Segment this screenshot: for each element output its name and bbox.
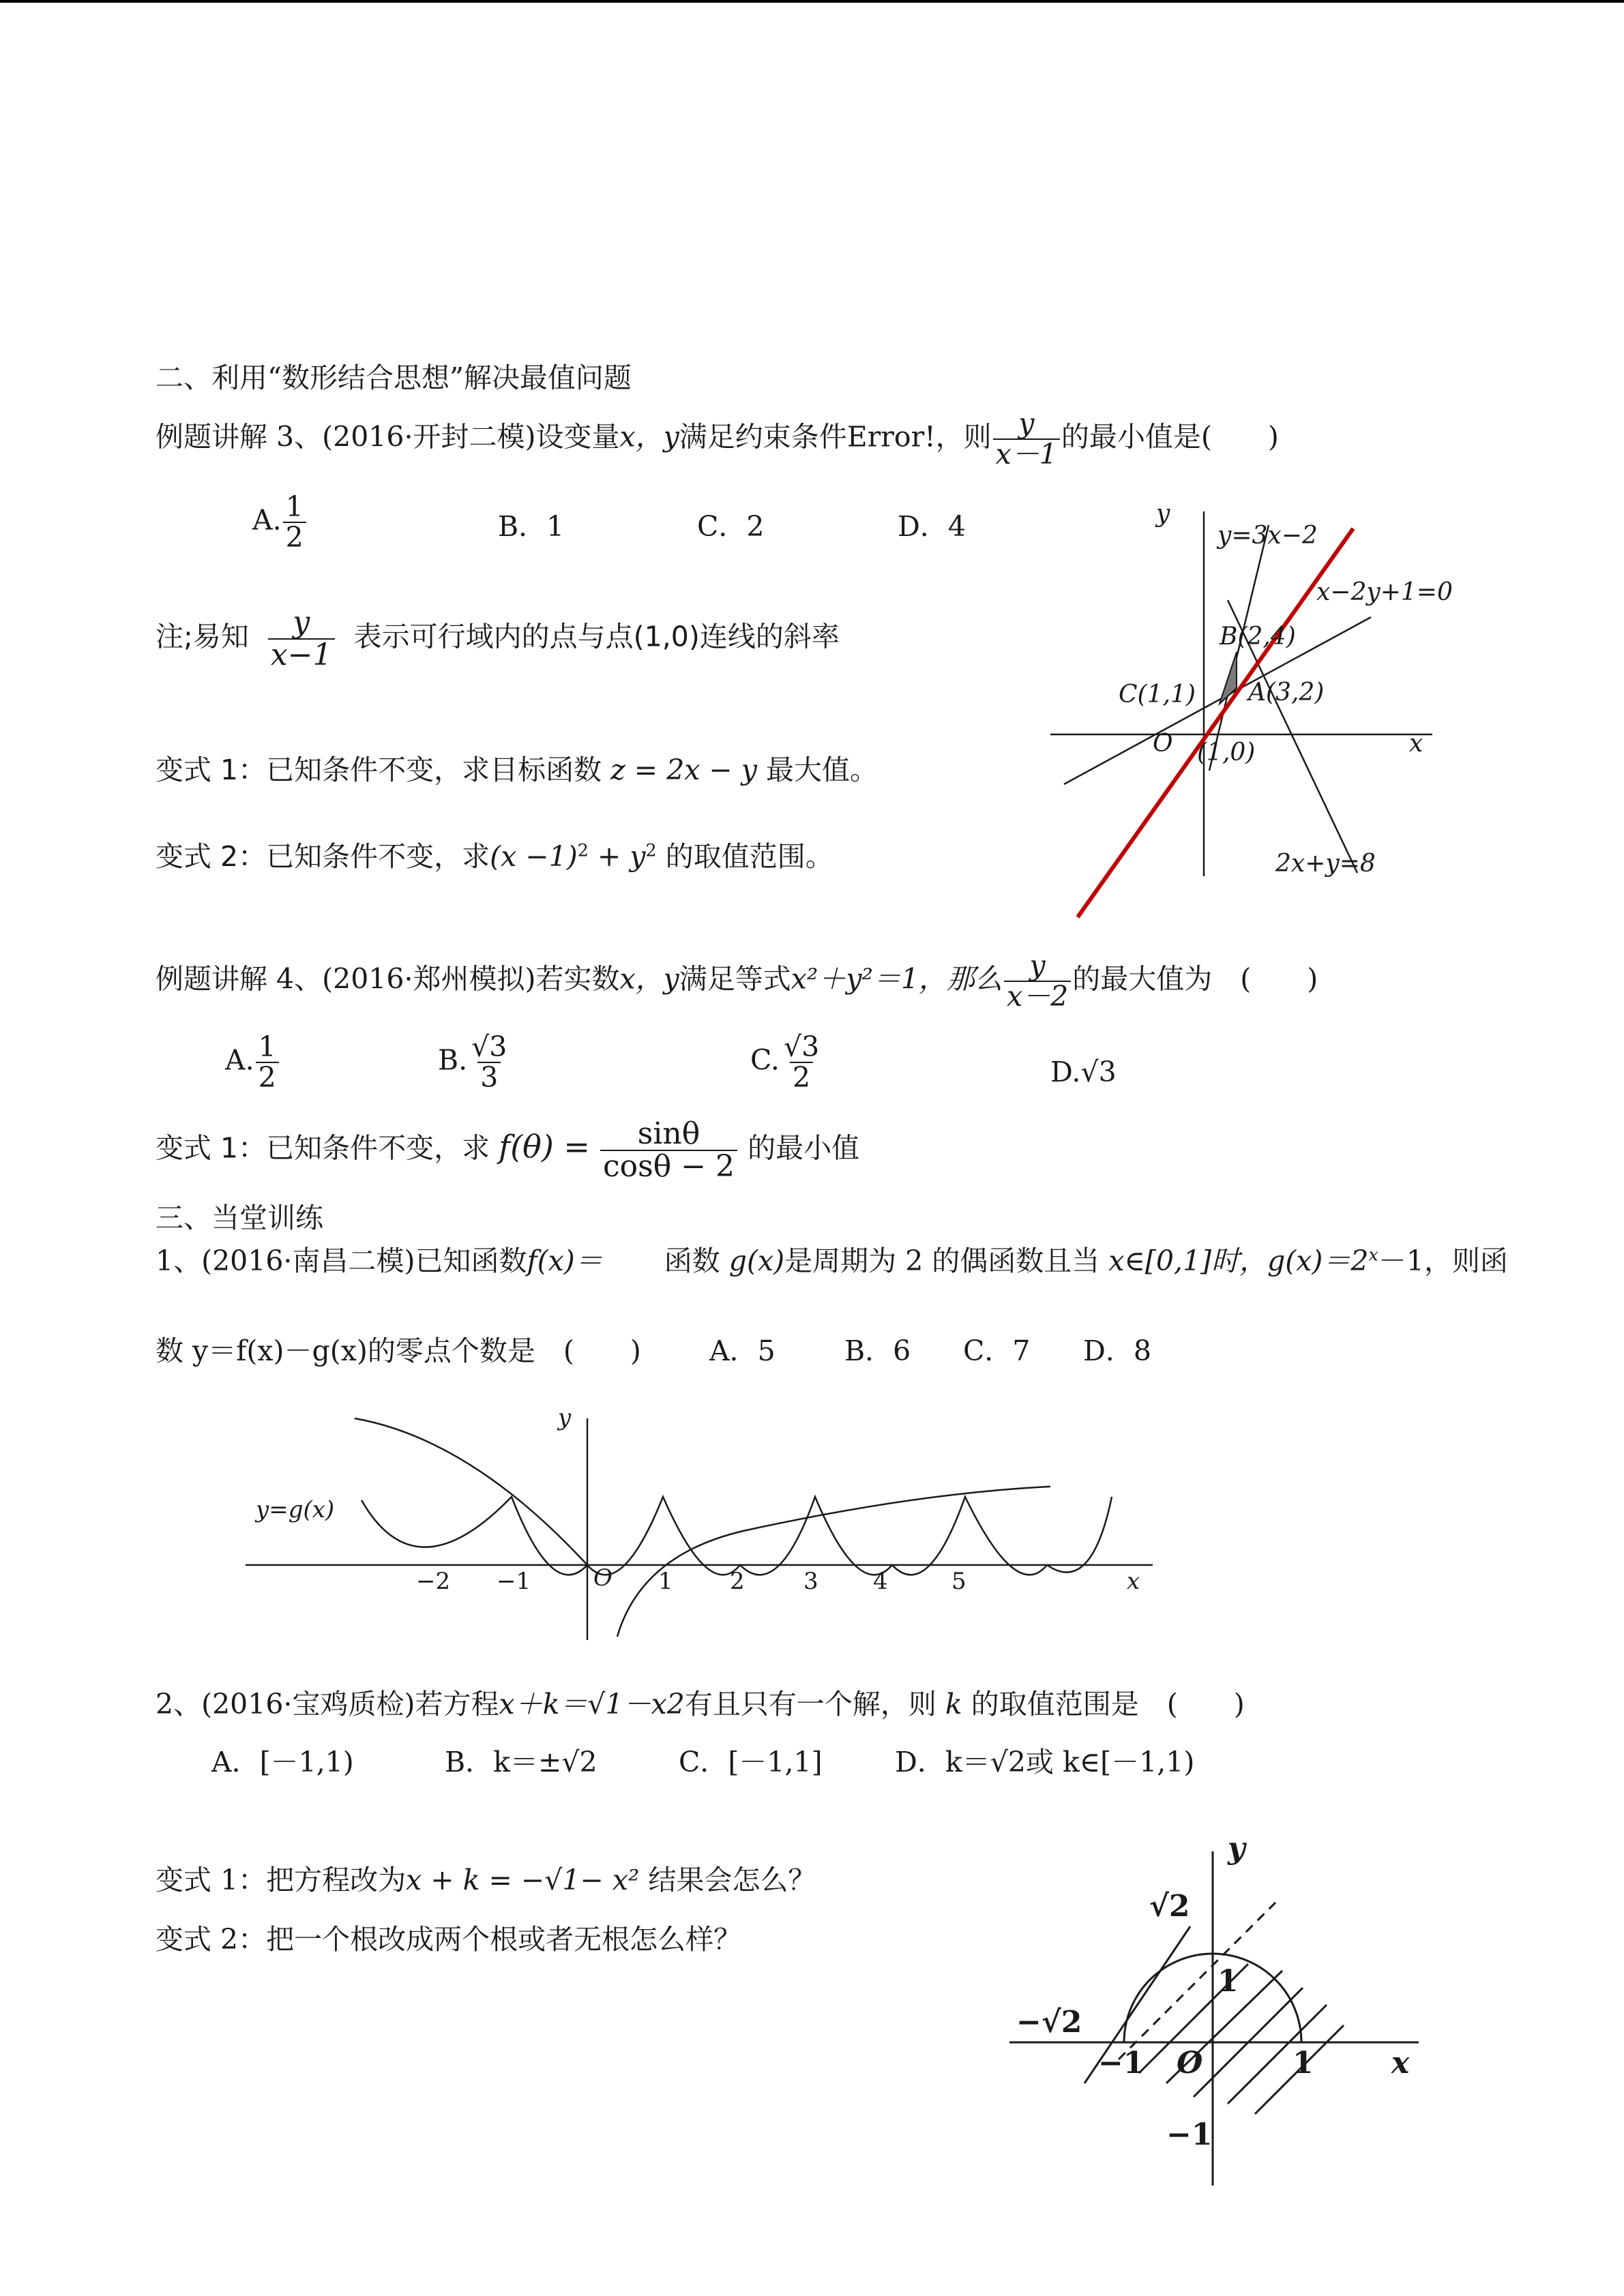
tick-label: 1	[658, 1568, 673, 1595]
neg-sqrt2-label: −√2	[1016, 2005, 1082, 2040]
q1-choice-b: B．6	[844, 1335, 911, 1367]
feasible-region-figure	[1044, 498, 1466, 921]
x-axis-label: x	[1391, 2046, 1410, 2081]
tick-label: 5	[951, 1568, 966, 1595]
origin-label: O	[593, 1564, 612, 1592]
example4-choice-b: B. $\frac{√3}{3}$	[438, 1030, 507, 1094]
x-neg-one-label: −1	[1098, 2046, 1145, 2081]
variation1-line: 变式 1：已知条件不变，求目标函数 z = 2x − y 最大值。	[156, 754, 879, 786]
y-axis-label: y	[558, 1404, 572, 1431]
example4-variation1: 变式 1：已知条件不变，求 f(θ) = $\frac{\sin\theta}{\cos\theta - 2}$ 的最小值	[156, 1116, 860, 1184]
example3-choice-d: D．4	[898, 510, 966, 543]
point-c-label: C(1,1)	[1119, 681, 1196, 709]
q1-choice-a: A．5	[709, 1335, 776, 1367]
tick-label: 2	[730, 1568, 745, 1595]
q2-choice-a: A．[－1,1)	[211, 1746, 354, 1778]
q1-line1: 1、(2016·南昌二模)已知函数f(x)＝ 函数 g(x)是周期为 2 的偶函数且当 x∈[0,1]时，$g(x)=2^x-1$，则函	[156, 1244, 1508, 1277]
q2-choice-c: C．[－1,1]	[679, 1746, 823, 1778]
x-axis-label: x	[1127, 1568, 1140, 1595]
q2-variation1: 变式 1：把方程改为x + k = −√1− x² 结果会怎么？	[156, 1864, 816, 1896]
line3-label: 2x+y=8	[1275, 850, 1376, 878]
sqrt2-label: √2	[1149, 1889, 1190, 1924]
y-one-label: 1	[1217, 1964, 1239, 1999]
q2-choice-b: B．k＝±√2	[445, 1746, 597, 1778]
example4-choice-d: D.√3	[1050, 1056, 1117, 1088]
section2-heading: 二、利用“数形结合思想”解决最值问题	[156, 361, 632, 394]
q1-choice-c: C．7	[963, 1335, 1031, 1367]
example4-choice-c: C. $\frac{√3}{2}$	[750, 1030, 820, 1094]
q1-choice-d: D．8	[1083, 1335, 1151, 1367]
q2-question: 2、(2016·宝鸡质检)若方程x＋k＝√1－x2有且只有一个解，则 k 的取值范围是 ( )	[156, 1688, 1245, 1720]
example3-choice-b: B．1	[498, 510, 565, 543]
curve-fx-left	[355, 1418, 587, 1565]
dashed-tangent	[1119, 1903, 1275, 2059]
top-border	[0, 0, 1624, 3]
q2-choice-d: D．k＝√2或 k∈[－1,1)	[895, 1746, 1195, 1778]
point-a-label: A(3,2)	[1248, 679, 1325, 706]
gx-plot-figure	[232, 1398, 1173, 1650]
line1-label: y=3x−2	[1217, 522, 1318, 550]
section3-heading: 三、当堂训练	[156, 1202, 323, 1234]
example4-question: 例题讲解 4、(2016·郑州模拟)若实数x，y满足等式x²＋y²＝1，那么 $\frac{y}{x-2}$ 的最大值为 ( )	[156, 949, 1318, 1013]
gx-label: y=g(x)	[256, 1496, 335, 1523]
tick-label: −1	[497, 1568, 531, 1595]
variation2-line: 变式 2：已知条件不变，求$(x -1)^2 + y^2$ 的取值范围。	[156, 839, 833, 873]
x-one-label: 1	[1293, 2046, 1314, 2081]
circle-lines-figure	[1003, 1838, 1494, 2192]
y-axis-label: y	[1228, 1838, 1245, 1866]
example4-choice-a: A. $\frac{1}{2}$	[225, 1032, 280, 1092]
tick-label: 4	[873, 1568, 888, 1595]
x-axis-label: x	[1409, 730, 1423, 758]
example3-choice-a: A. $\frac{1}{2}$	[252, 492, 308, 552]
point-p-label: (1,0)	[1197, 739, 1256, 766]
line2-label: x−2y+1=0	[1316, 578, 1453, 606]
curve-gx	[361, 1497, 1112, 1575]
tick-label: 3	[803, 1568, 818, 1595]
y-axis-label: y	[1156, 500, 1170, 528]
y-neg-one-label: −1	[1166, 2117, 1213, 2152]
example3-choice-c: C．2	[697, 510, 765, 543]
origin-label: O	[1177, 2046, 1203, 2081]
tick-label: −2	[416, 1568, 451, 1595]
origin-label: O	[1153, 730, 1173, 758]
point-b-label: B(2,4)	[1220, 623, 1296, 651]
note-line: 注;易知 $\frac{y}{x-1}$ 表示可行域内的点与点(1,0)连线的斜率	[156, 605, 840, 673]
q2-variation2: 变式 2：把一个根改成两个根或者无根怎么样？	[156, 1923, 742, 1956]
curve-fx-right	[617, 1487, 1050, 1637]
example3-question: 例题讲解 3、(2016·开封二模)设变量x，y满足约束条件Error!，则 $\frac{y}{x-1}$ 的最小值是( )	[156, 407, 1279, 471]
q1-line2: 数 y＝f(x)－g(x)的零点个数是 ( )	[156, 1335, 641, 1367]
